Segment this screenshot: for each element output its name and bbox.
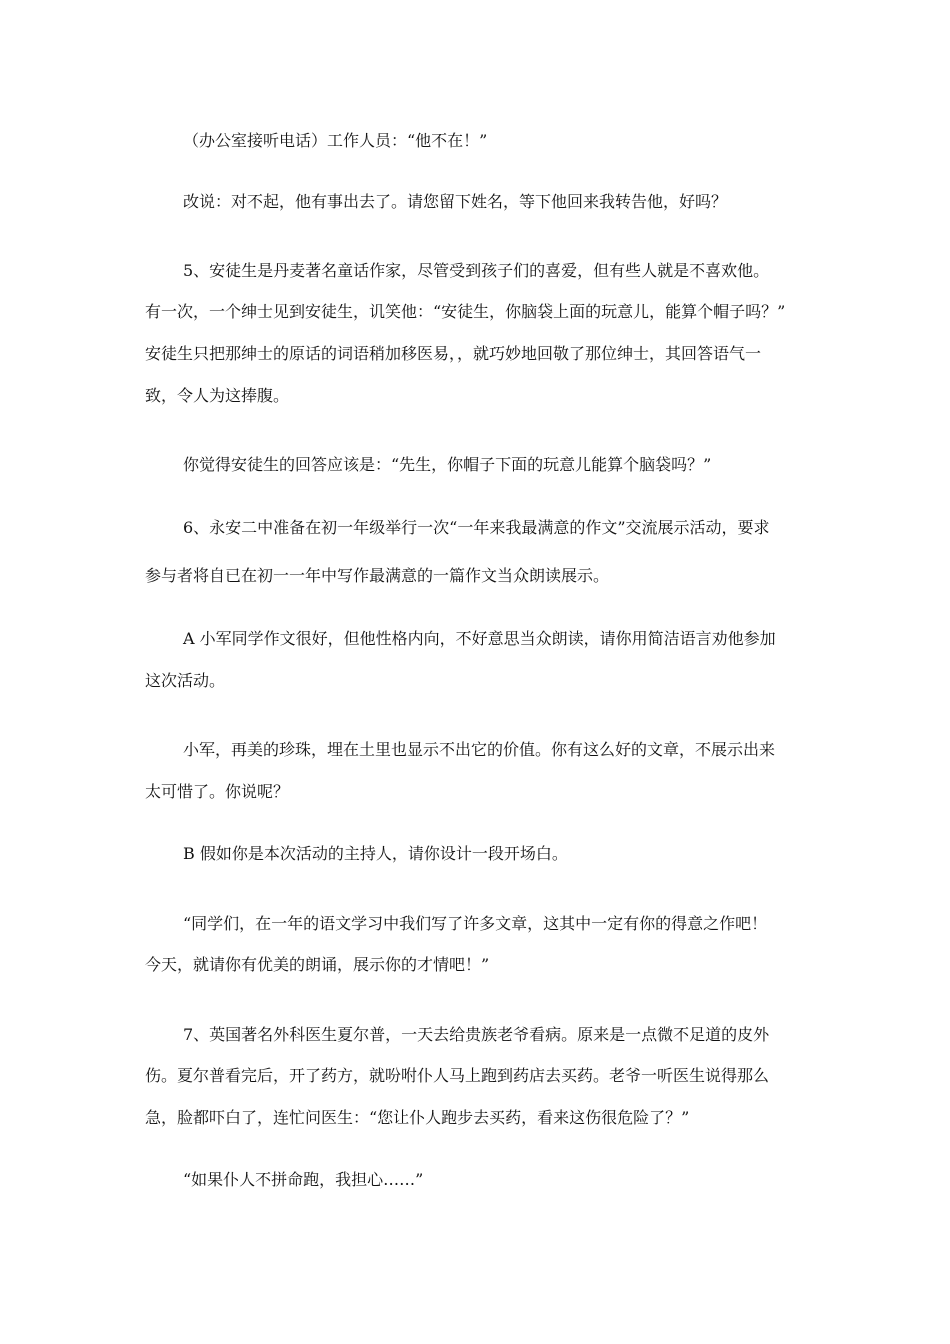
paragraph-line: 6、永安二中准备在初一年级举行一次“一年来我最满意的作文”交流展示活动，要求 xyxy=(183,518,770,537)
paragraph-line: 7、英国著名外科医生夏尔普，一天去给贵族老爷看病。原来是一点微不足道的皮外 xyxy=(183,1025,770,1044)
paragraph-line: 你觉得安徒生的回答应该是：“先生，你帽子下面的玩意儿能算个脑袋吗？” xyxy=(183,455,712,474)
paragraph-line: 伤。夏尔普看完后，开了药方，就吩咐仆人马上跑到药店去买药。老爷一听医生说得那么 xyxy=(145,1066,770,1085)
paragraph-line: 致，令人为这捧腹。 xyxy=(145,386,290,405)
paragraph-line: “同学们，在一年的语文学习中我们写了许多文章，这其中一定有你的得意之作吧！ xyxy=(183,914,768,933)
paragraph-line: 小军，再美的珍珠，埋在土里也显示不出它的价值。你有这么好的文章，不展示出来 xyxy=(183,740,776,759)
paragraph-line: 急，脸都吓白了，连忙问医生：“您让仆人跑步去买药，看来这伤很危险了？” xyxy=(145,1108,690,1127)
paragraph-line: 改说：对不起，他有事出去了。请您留下姓名，等下他回来我转告他，好吗？ xyxy=(183,192,728,211)
paragraph-line: 5、安徒生是丹麦著名童话作家，尽管受到孩子们的喜爱，但有些人就是不喜欢他。 xyxy=(183,261,770,280)
paragraph-line: A 小军同学作文很好，但他性格内向，不好意思当众朗读，请你用简洁语言劝他参加 xyxy=(183,629,776,648)
paragraph-line: 这次活动。 xyxy=(145,671,226,690)
paragraph-line: 安徒生只把那绅士的原话的词语稍加移医易，，就巧妙地回敬了那位绅士，其回答语气一 xyxy=(145,344,762,363)
paragraph-line: （办公室接听电话）工作人员：“他不在！” xyxy=(183,131,488,150)
paragraph-line: “如果仆人不拼命跑，我担心……” xyxy=(183,1170,424,1189)
paragraph-line: 有一次，一个绅士见到安徒生，讥笑他：“安徒生，你脑袋上面的玩意儿，能算个帽子吗？” xyxy=(145,302,786,321)
paragraph-line: 参与者将自已在初一一年中写作最满意的一篇作文当众朗读展示。 xyxy=(145,566,610,585)
paragraph-line: 太可惜了。你说呢？ xyxy=(145,782,290,801)
paragraph-line: B 假如你是本次活动的主持人，请你设计一段开场白。 xyxy=(183,844,568,863)
paragraph-line: 今天，就请你有优美的朗诵，展示你的才情吧！” xyxy=(145,955,490,974)
